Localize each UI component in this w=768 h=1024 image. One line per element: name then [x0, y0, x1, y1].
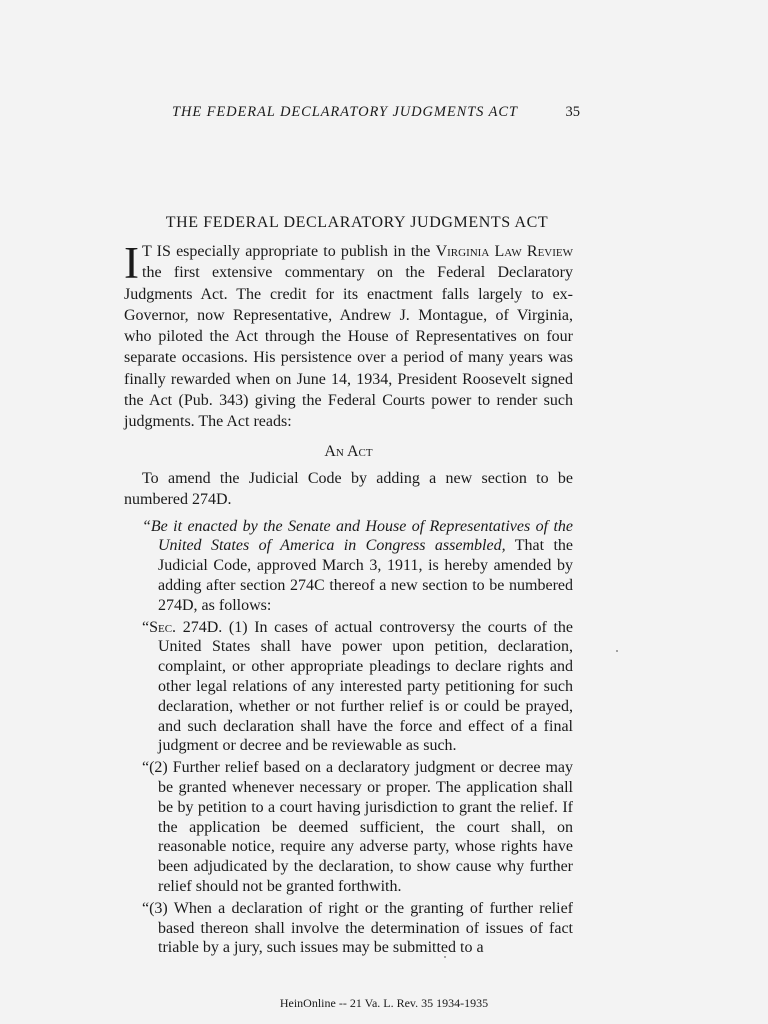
- enacting-clause-text: That the Judicial Code, approved March 3, 1911, is hereby amended by adding after section 274C thereof a new section to be numbered 274D, as follows:: [158, 537, 574, 614]
- footer-citation: HeinOnline -- 21 Va. L. Rev. 35 1934-1935: [279, 996, 489, 1010]
- enacting-clause-italic: “Be it enacted by the Senate and House of Representatives of the United States of America in Congress assembled,: [142, 517, 573, 555]
- opening-text-1: T IS especially appropriate to publish in the: [142, 243, 436, 260]
- section-3: “(3) When a declaration of right or the granting of further relief based thereon shall involve the determination of issues of fact triable by a jury, such issues may be submitted to a: [142, 899, 573, 957]
- section-1-text: (1) In cases of actual controversy the courts of the United States shall have power upon petition, declaration, complaint, or other appropriate pleadings to declare rights and other legal relations of any interested party petitioning for such declaration, whether or not further relief is or could be prayed, and such declaration shall have the force and effect of a final judgment or decree and be reviewable as such.: [158, 618, 573, 755]
- drop-cap: I: [124, 238, 139, 288]
- journal-name-part-2: Review: [526, 243, 573, 260]
- scan-speck: [444, 956, 446, 958]
- article-body: [124, 238, 574, 960]
- section-2: “(2) Further relief based on a declaratory judgment or decree may be granted whenever necessary or proper. The application shall be by petition to a court having jurisdiction to grant the relief. If the application be deemed sufficient, the court shall, on reasonable notice, require any adverse party, whose rights have been adjudicated by the declaration, to show cause why further relief should not be granted forthwith.: [142, 759, 573, 895]
- section-1-lead: “Sec. 274D.: [142, 618, 223, 636]
- scan-speck: [616, 650, 618, 652]
- opening-text-2: the first extensive commentary on the Federal Declaratory Judgments Act. The credit for its enactment falls largely to ex-Governor, now Representative, Andrew J. Montague, of Virginia, who piloted the Act through the House of Representatives on four separate occasions. His persistence over a period of many years was finally rewarded when on June 14, 1934, President Roosevelt signed the Act (Pub. 343) giving the Federal Courts power to render such judgments. The Act reads:: [124, 264, 573, 431]
- running-head-title: THE FEDERAL DECLARATORY JUDGMENTS ACT: [172, 104, 518, 120]
- article-title: THE FEDERAL DECLARATORY JUDGMENTS ACT: [165, 214, 549, 231]
- enacting-clause: [142, 517, 573, 616]
- act-intro: To amend the Judicial Code by adding a new section to be numbered 274D.: [124, 469, 573, 509]
- running-head: [172, 104, 580, 121]
- page-number: 35: [565, 104, 580, 120]
- act-heading: An Act: [324, 442, 373, 460]
- journal-name-part-1: Virginia Law: [435, 243, 522, 260]
- section-1: [142, 618, 573, 757]
- opening-paragraph: [124, 238, 573, 433]
